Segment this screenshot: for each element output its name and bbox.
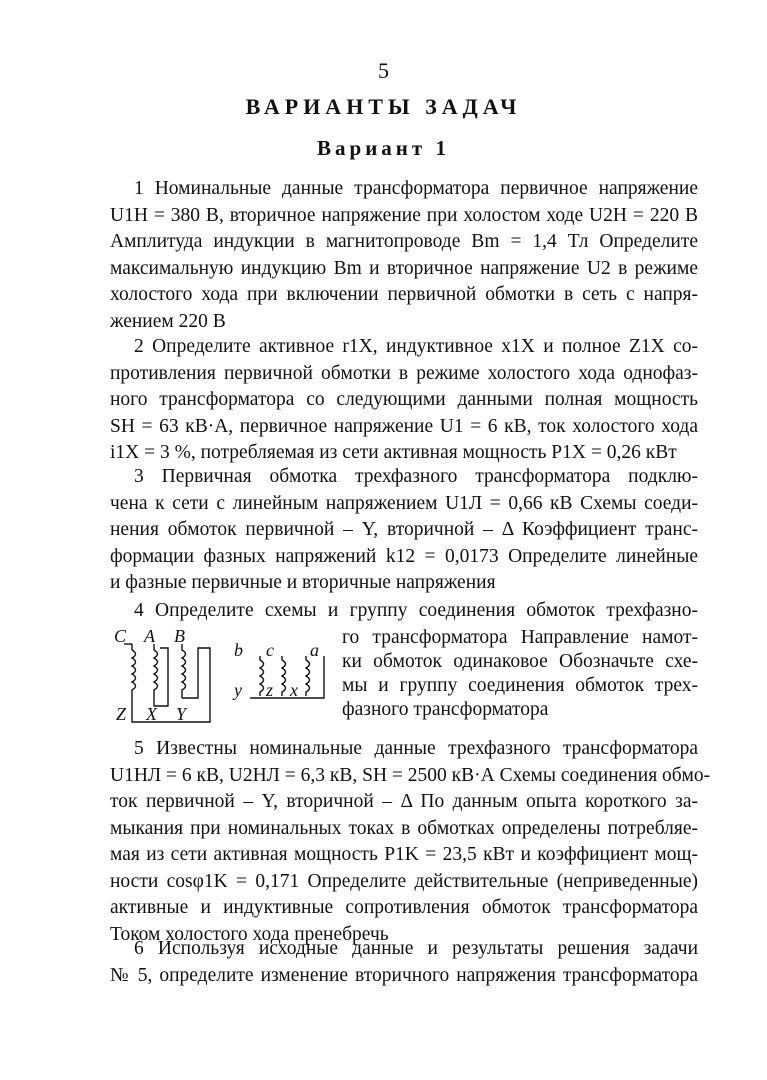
text-line: Амплитуда индукции в магнитопроводе Bm = 1,4 Тл Определите [110,231,698,252]
problem-5 [110,736,711,948]
text-line: нения обмоток первичной – Y, вторичной – Δ Коэффициент транс- [110,519,698,540]
text-line: ки обмоток одинаковое Обозначьте схе- [342,651,698,672]
text-line: i1X = 3 %, потребляемая из сети активная мощность P1X = 0,26 кВт [110,442,677,463]
text-line: 2 Определите активное r1X, индуктивное x1X и полное Z1X со- [134,336,698,357]
text-line: чена к сети с линейным напряжением U1Л = 0,66 кВ Схемы соеди- [110,492,698,514]
text-line: максимальную индукцию Bm и вторичное напряжение U2 в режиме [110,257,698,279]
winding-diagram [110,626,338,728]
label-y: y [234,680,242,700]
star-wire-1 [132,648,210,722]
text-line: го трансформатора Направление намот- [342,627,698,648]
text-line: SH = 63 кВ·А, первичное напряжение U1 = 6 кВ, ток холостого хода [110,415,698,437]
label-Z: Z [116,704,127,724]
label-a: a [310,640,319,660]
coil-primary-a [154,644,158,698]
problem-4-first-line: 4 Определите схемы и группу соединения обмоток трехфазно- [134,600,698,621]
coil-secondary-b [260,656,264,696]
problem-4 [342,626,698,722]
label-x: x [290,680,298,700]
text-line: № 5, определите изменение вторичного напряжения трансформатора [110,964,698,986]
label-c: c [266,640,274,660]
label-A: A [144,626,155,646]
label-b: b [234,640,243,660]
page-title: ВАРИАНТЫ ЗАДАЧ [245,94,522,119]
page-number: 5 [378,58,389,83]
problem-3 [110,464,698,597]
text-line: мы и группу соединения обмоток трех- [342,675,698,696]
text-line: Током холостого хода пренебречь [110,923,389,945]
text-line: U1H = 380 В, вторичное напряжение при холостом ходе U2H = 220 В [110,204,698,226]
problem-1 [110,176,698,335]
label-z: z [266,680,274,700]
text-line: противления первичной обмотки в режиме холостого хода однофаз- [110,362,698,384]
label-B: B [174,626,185,646]
text-line: 1 Номинальные данные трансформатора первичное напряжение [134,178,698,199]
text-line: U1HЛ = 6 кВ, U2HЛ = 6,3 кВ, SH = 2500 кВ·А Схемы соединения обмо- [110,764,711,786]
label-X: X [146,704,157,724]
text-line: 6 Используя исходные данные и результаты решения задачи [134,938,698,959]
problem-6 [110,936,698,989]
text-line: мая из сети активная мощность P1K = 23,5 кВт и коэффициент мощ- [110,844,698,865]
text-line: ного трансформатора со следующими данными полная мощность [110,389,698,410]
text-line: формации фазных напряжений k12 = 0,0173 Определите линейные [110,545,698,567]
coil-primary-b [182,644,186,698]
text-line: мыкания при номинальных токах в обмотках определены потребляе- [110,817,698,839]
coil-primary-c [132,644,136,710]
label-Y: Y [176,704,187,724]
text-line: активные и индуктивные сопротивления обмоток трансформатора [110,897,698,918]
label-C: C [114,626,127,646]
text-line: 3 Первичная обмотка трехфазного трансформатора подклю- [134,466,698,487]
text-line: 5 Известны номинальные данные трехфазного трансформатора [134,738,698,759]
coil-secondary-a [306,656,310,696]
text-line: ток первичной – Y, вторичной – Δ По данным опыта короткого за- [110,791,698,812]
text-line: ности cosφ1K = 0,171 Определите действительные (неприведенные) [110,870,698,892]
problem-2 [110,334,698,467]
coil-secondary-c [282,656,286,696]
text-line: фазного трансформатора [342,699,549,720]
text-line: и фазные первичные и вторичные напряжения [110,572,496,593]
variant-heading: Вариант 1 [317,136,450,160]
text-line: холостого хода при включении первичной обмотки в сеть с напря- [110,284,698,305]
text-line: жением 220 В [110,310,226,332]
